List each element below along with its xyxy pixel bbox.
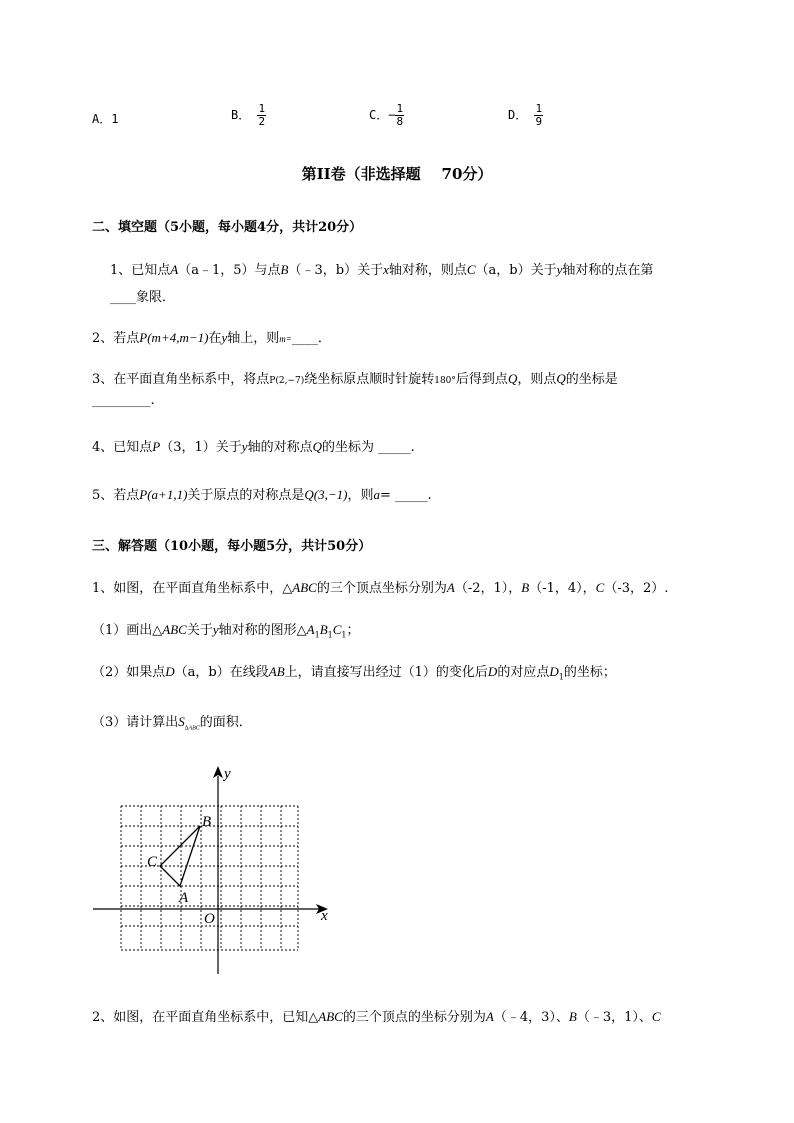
choice-d <box>508 103 543 128</box>
s2-q1-t9: （a，b）关于 <box>475 263 557 278</box>
origin-label: O <box>204 911 215 927</box>
coordinate-grid-figure <box>88 758 338 980</box>
s2-q4-t4: y <box>241 439 248 454</box>
s2-q3-t3: 绕坐标原点顺时针旋转 <box>304 372 435 387</box>
s3-q1-sub1 <box>92 619 360 640</box>
s3-q1-s2e: 上，请直接写出经过（1）的变化后 <box>284 665 488 680</box>
s2-q2 <box>92 327 331 346</box>
s2-q4-t1: 4、已知点 <box>92 440 153 455</box>
s2-q1-line1 <box>110 259 653 278</box>
s3-q1-s3d: 的面积． <box>199 715 252 730</box>
s2-q1-t7: 轴对称，则点 <box>388 263 467 278</box>
s2-q3-t6: Q <box>507 371 518 386</box>
s2-q3-t4: 180° <box>434 376 456 386</box>
s3-q1-s1e: 轴对称的图形△ <box>218 623 307 638</box>
s3-q1-s1d: y <box>212 622 219 637</box>
s2-q1-t11: 轴对称的点在第 <box>562 263 654 278</box>
s3-q1-s1k: 1 <box>341 630 347 640</box>
choice-b <box>231 103 266 128</box>
s2-q2-t5: 轴上，则 <box>227 331 280 346</box>
s3-q1-s1c: 关于 <box>186 623 213 638</box>
s3-q2-t2: ABC <box>318 1009 343 1024</box>
s3-q1-s1h: B <box>319 622 328 637</box>
s3-q1-sub2 <box>92 661 616 682</box>
choice-b-label: B． <box>231 108 251 122</box>
s3-q2-line1 <box>92 1006 661 1025</box>
s2-q5-t4: Q(3,−1) <box>304 487 348 502</box>
s2-q4-t3: （3，1）关于 <box>160 440 242 455</box>
s3-q1-s2b: D <box>165 664 175 679</box>
s2-q3-t5: 后得到点 <box>455 372 508 387</box>
s2-q2-t4: y <box>221 330 228 345</box>
s3-q1-t4: A <box>446 580 455 595</box>
s3-q1-s1l: ； <box>346 623 360 638</box>
s3-q1-s2h: D <box>549 664 559 679</box>
choice-c-num: 1 <box>396 102 404 115</box>
s3-q1-s2f: D <box>487 664 498 679</box>
s3-q1-s2g: 的对应点 <box>497 665 550 680</box>
s3-q2-t1: 2、如图，在平面直角坐标系中，已知△ <box>92 1010 319 1025</box>
s2-q4-t7: 的坐标为 _____. <box>321 440 415 455</box>
s2-q3-t2: P(2,−7) <box>269 376 305 386</box>
section3-heading: 三、解答题（10小题，每小题5分，共计50分） <box>92 539 372 554</box>
choice-a-value: 1 <box>111 112 119 126</box>
part2-title: 第II卷（非选择题 70分） <box>301 165 493 183</box>
s3-q2-t6: B <box>568 1009 577 1024</box>
s3-q1-s2a: （2）如果点 <box>92 665 166 680</box>
choice-b-num: 1 <box>258 102 266 115</box>
choice-d-label: D． <box>508 108 528 122</box>
s3-q1-t2: ABC <box>292 580 317 595</box>
s2-q1-t10: y <box>556 262 563 277</box>
s3-q1-t7: （-1，4）， <box>529 581 596 596</box>
section2-heading: 二、填空题（5小题，每小题4分，共计20分） <box>92 220 363 235</box>
s3-q1-s3b: S <box>178 714 185 729</box>
s3-q1-s2d: AB <box>268 664 285 679</box>
s3-q1-sub3 <box>92 711 252 732</box>
s2-q4 <box>92 436 415 455</box>
s2-q2-t3: 在 <box>208 331 222 346</box>
choice-b-den: 2 <box>258 115 266 128</box>
s2-q1-t6: x <box>383 262 389 277</box>
s2-q3-line1 <box>92 368 618 387</box>
choice-d-den: 9 <box>535 115 543 128</box>
s2-q5-t1: 5、若点 <box>92 488 140 503</box>
s3-q1-t5: （-2，1）， <box>454 581 522 596</box>
s2-q3-t8: Q <box>556 371 566 386</box>
choice-a <box>92 110 118 127</box>
choice-d-num: 1 <box>535 102 543 115</box>
s2-q1-t8: C <box>466 262 476 277</box>
s2-q3-t9: 的坐标是 <box>565 372 618 387</box>
s3-q2-t8: C <box>651 1009 661 1024</box>
s3-q1-s1f: A <box>306 622 315 637</box>
s2-q1-t3: （a﹣1，5）与点 <box>178 263 281 278</box>
s2-q4-t6: Q <box>312 439 322 454</box>
s3-q2-t7: （﹣3，1）、 <box>576 1010 652 1025</box>
s2-q2-t6: m= <box>279 334 292 344</box>
s3-q2-t3: 的三个顶点的坐标分别为 <box>342 1010 486 1025</box>
choice-a-label: A． <box>92 112 112 126</box>
s3-q1-s2i: 1 <box>558 672 564 682</box>
s3-q1-s3c: ∆ABC <box>184 725 200 732</box>
s2-q3-t7: ，则点 <box>517 372 557 387</box>
choice-c-label: C． <box>369 108 389 122</box>
s2-q1-t1: 1、已知点 <box>110 263 171 278</box>
choice-c-sign: − <box>388 108 396 122</box>
s3-q1-t9: （-3，2）. <box>604 581 669 596</box>
s2-q3-t1: 3、在平面直角坐标系中，将点 <box>92 372 270 387</box>
s3-q1-s1b: ABC <box>162 622 187 637</box>
s2-q5-t5: ，则 <box>347 488 374 503</box>
s3-q1-line1 <box>92 577 668 596</box>
point-c-label: C <box>147 854 158 870</box>
y-axis-label: y <box>224 766 231 782</box>
s2-q3-line2: _________. <box>92 393 155 408</box>
s2-q2-t2: P(m+4,m−1) <box>139 330 209 345</box>
s3-q1-s1a: （1）画出△ <box>92 623 163 638</box>
point-a-label: A <box>179 890 189 906</box>
s2-q1-t5: （﹣3，b）关于 <box>288 263 384 278</box>
s3-q1-t3: 的三个顶点坐标分别为 <box>316 581 447 596</box>
s3-q1-t1: 1、如图，在平面直角坐标系中，△ <box>92 581 293 596</box>
s3-q1-s2j: 的坐标； <box>563 665 616 680</box>
s2-q2-t1: 2、若点 <box>92 331 140 346</box>
s2-q5-t7: = _____. <box>380 488 432 503</box>
s3-q1-s1j: C <box>332 622 342 637</box>
s3-q1-s3a: （3）请计算出 <box>92 715 179 730</box>
s2-q1-line2: ____象限． <box>110 290 176 305</box>
choice-d-fraction <box>534 103 543 128</box>
s3-q1-s1g: 1 <box>314 630 320 640</box>
s2-q5-t3: 关于原点的对称点是 <box>187 488 305 503</box>
s2-q2-t7: ____． <box>291 331 331 346</box>
s2-q4-t2: P <box>152 439 161 454</box>
s3-q1-t6: B <box>521 580 530 595</box>
x-axis-label: x <box>321 908 328 924</box>
triangle-abc <box>160 826 200 886</box>
s3-q2-t5: （﹣4，3）、 <box>493 1010 569 1025</box>
choice-b-fraction <box>257 103 266 128</box>
s2-q1-t2: A <box>170 262 179 277</box>
s3-q1-s2c: （a，b）在线段 <box>174 665 269 680</box>
s3-q1-s1i: 1 <box>327 630 333 640</box>
s2-q1-t4: B <box>280 262 289 277</box>
choice-c-den: 8 <box>396 115 404 128</box>
s2-q5 <box>92 484 432 503</box>
choice-c <box>369 103 404 128</box>
s3-q2-t4: A <box>485 1009 494 1024</box>
choice-c-fraction <box>395 103 404 128</box>
point-b-label: B <box>202 814 212 830</box>
s3-q1-t8: C <box>595 580 605 595</box>
s2-q5-t6: a <box>373 487 381 502</box>
s2-q5-t2: P(a+1,1) <box>139 487 188 502</box>
s2-q4-t5: 轴的对称点 <box>247 440 313 455</box>
